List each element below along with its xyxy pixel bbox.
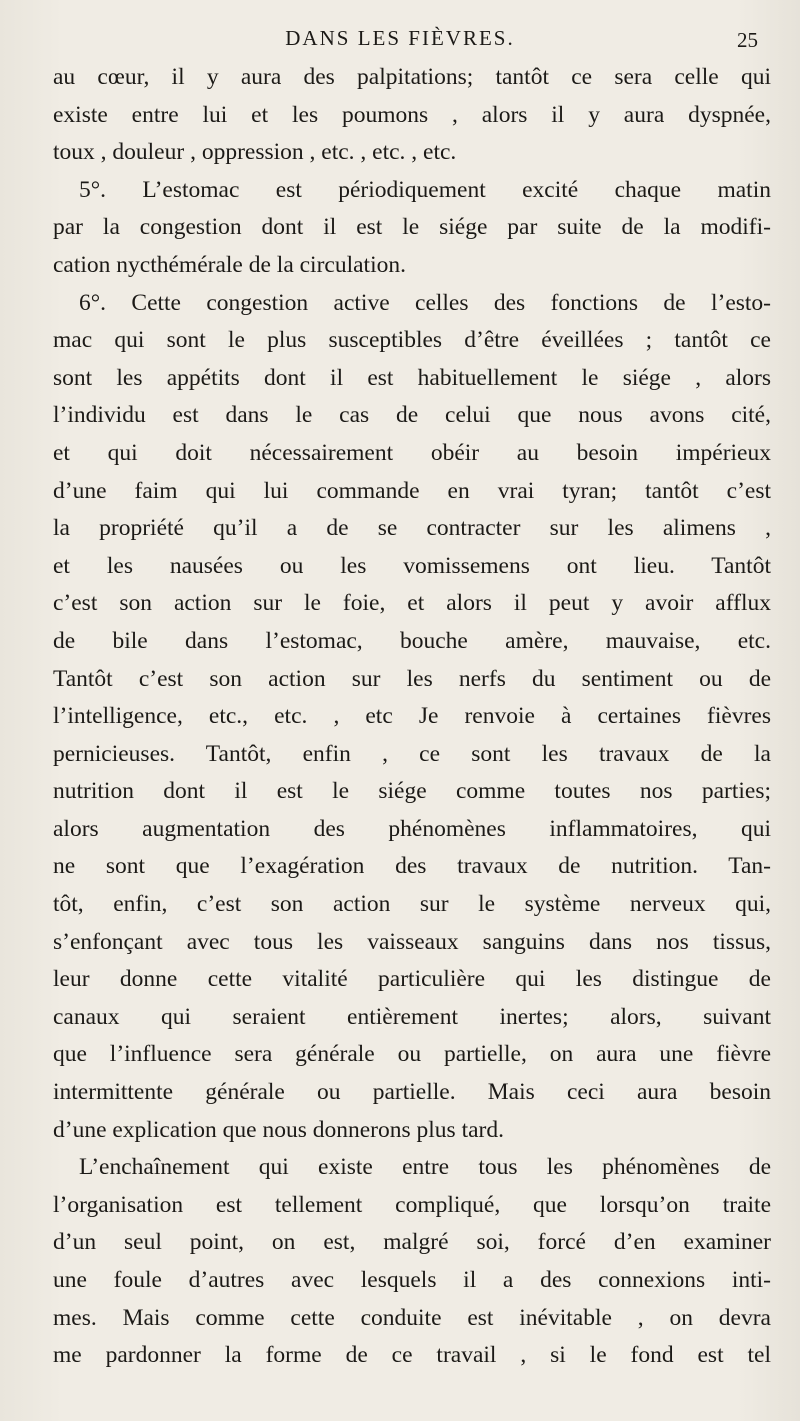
text-line: l’individu est dans le cas de celui que nous avons cité, xyxy=(53,402,771,429)
text-line: Tantôt c’est son action sur les nerfs du sentiment ou de xyxy=(53,665,771,692)
running-title: DANS LES FIÈVRES. xyxy=(285,26,515,50)
text-line: ne sont que l’exagération des travaux de nutrition. Tan- xyxy=(53,853,771,880)
text-line: leur donne cette vitalité particulière qui les distingue de xyxy=(53,966,771,993)
text-line: de bile dans l’estomac, bouche amère, mauvaise, etc. xyxy=(53,627,771,654)
text-line: pernicieuses. Tantôt, enfin , ce sont les travaux de la xyxy=(53,740,771,767)
text-line: c’est son action sur le foie, et alors il peut y avoir afflux xyxy=(53,590,771,617)
text-line: alors augmentation des phénomènes inflammatoires, qui xyxy=(53,815,771,842)
text-line: l’organisation est tellement compliqué, que lorsqu’on traite xyxy=(53,1191,771,1218)
text-line: d’une faim qui lui commande en vrai tyran; tantôt c’est xyxy=(53,477,771,504)
text-line: s’enfonçant avec tous les vaisseaux sanguins dans nos tissus, xyxy=(53,928,771,955)
text-line: par la congestion dont il est le siége par suite de la modifi- xyxy=(53,214,771,241)
text-line: me pardonner la forme de ce travail , si le fond est tel xyxy=(53,1342,771,1369)
text-line: une foule d’autres avec lesquels il a des connexions inti- xyxy=(53,1267,771,1293)
text-line: d’un seul point, on est, malgré soi, forcé d’en examiner xyxy=(53,1229,771,1256)
text-line: toux , douleur , oppression , etc. , etc. , etc. xyxy=(53,139,457,166)
page-number: 25 xyxy=(737,28,758,52)
text-line: et qui doit nécessairement obéir au besoin impérieux xyxy=(53,439,771,466)
text-line: existe entre lui et les poumons , alors il y aura dyspnée, xyxy=(53,101,771,128)
running-head xyxy=(0,26,800,56)
body-text xyxy=(53,59,771,1375)
text-line: L’enchaînement qui existe entre tous les phénomènes de xyxy=(79,1154,771,1181)
text-line: d’une explication que nous donnerons plus tard. xyxy=(53,1116,504,1143)
text-line: mes. Mais comme cette conduite est inévitable , on devra xyxy=(53,1304,771,1331)
text-line: mac qui sont le plus susceptibles d’être éveillées ; tantôt ce xyxy=(53,327,771,354)
text-line: canaux qui seraient entièrement inertes; alors, suivant xyxy=(53,1003,771,1030)
text-line: tôt, enfin, c’est son action sur le système nerveux qui, xyxy=(53,891,771,918)
text-line: intermittente générale ou partielle. Mais ceci aura besoin xyxy=(53,1079,771,1106)
text-line: sont les appétits dont il est habituellement le siége , alors xyxy=(53,364,771,391)
text-line: l’intelligence, etc., etc. , etc Je renvoie à certaines fièvres xyxy=(53,703,771,730)
text-line: que l’influence sera générale ou partielle, on aura une fièvre xyxy=(53,1041,771,1068)
text-line: 6°. Cette congestion active celles des fonctions de l’esto- xyxy=(79,289,771,316)
text-line: cation nycthémérale de la circulation. xyxy=(53,251,406,278)
text-line: au cœur, il y aura des palpitations; tantôt ce sera celle qui xyxy=(53,64,771,90)
text-line: et les nausées ou les vomissemens ont lieu. Tantôt xyxy=(53,552,771,579)
text-line: la propriété qu’il a de se contracter sur les alimens , xyxy=(53,515,771,542)
text-line: nutrition dont il est le siége comme toutes nos parties; xyxy=(53,778,771,805)
text-line: 5°. L’estomac est périodiquement excité chaque matin xyxy=(79,176,771,203)
